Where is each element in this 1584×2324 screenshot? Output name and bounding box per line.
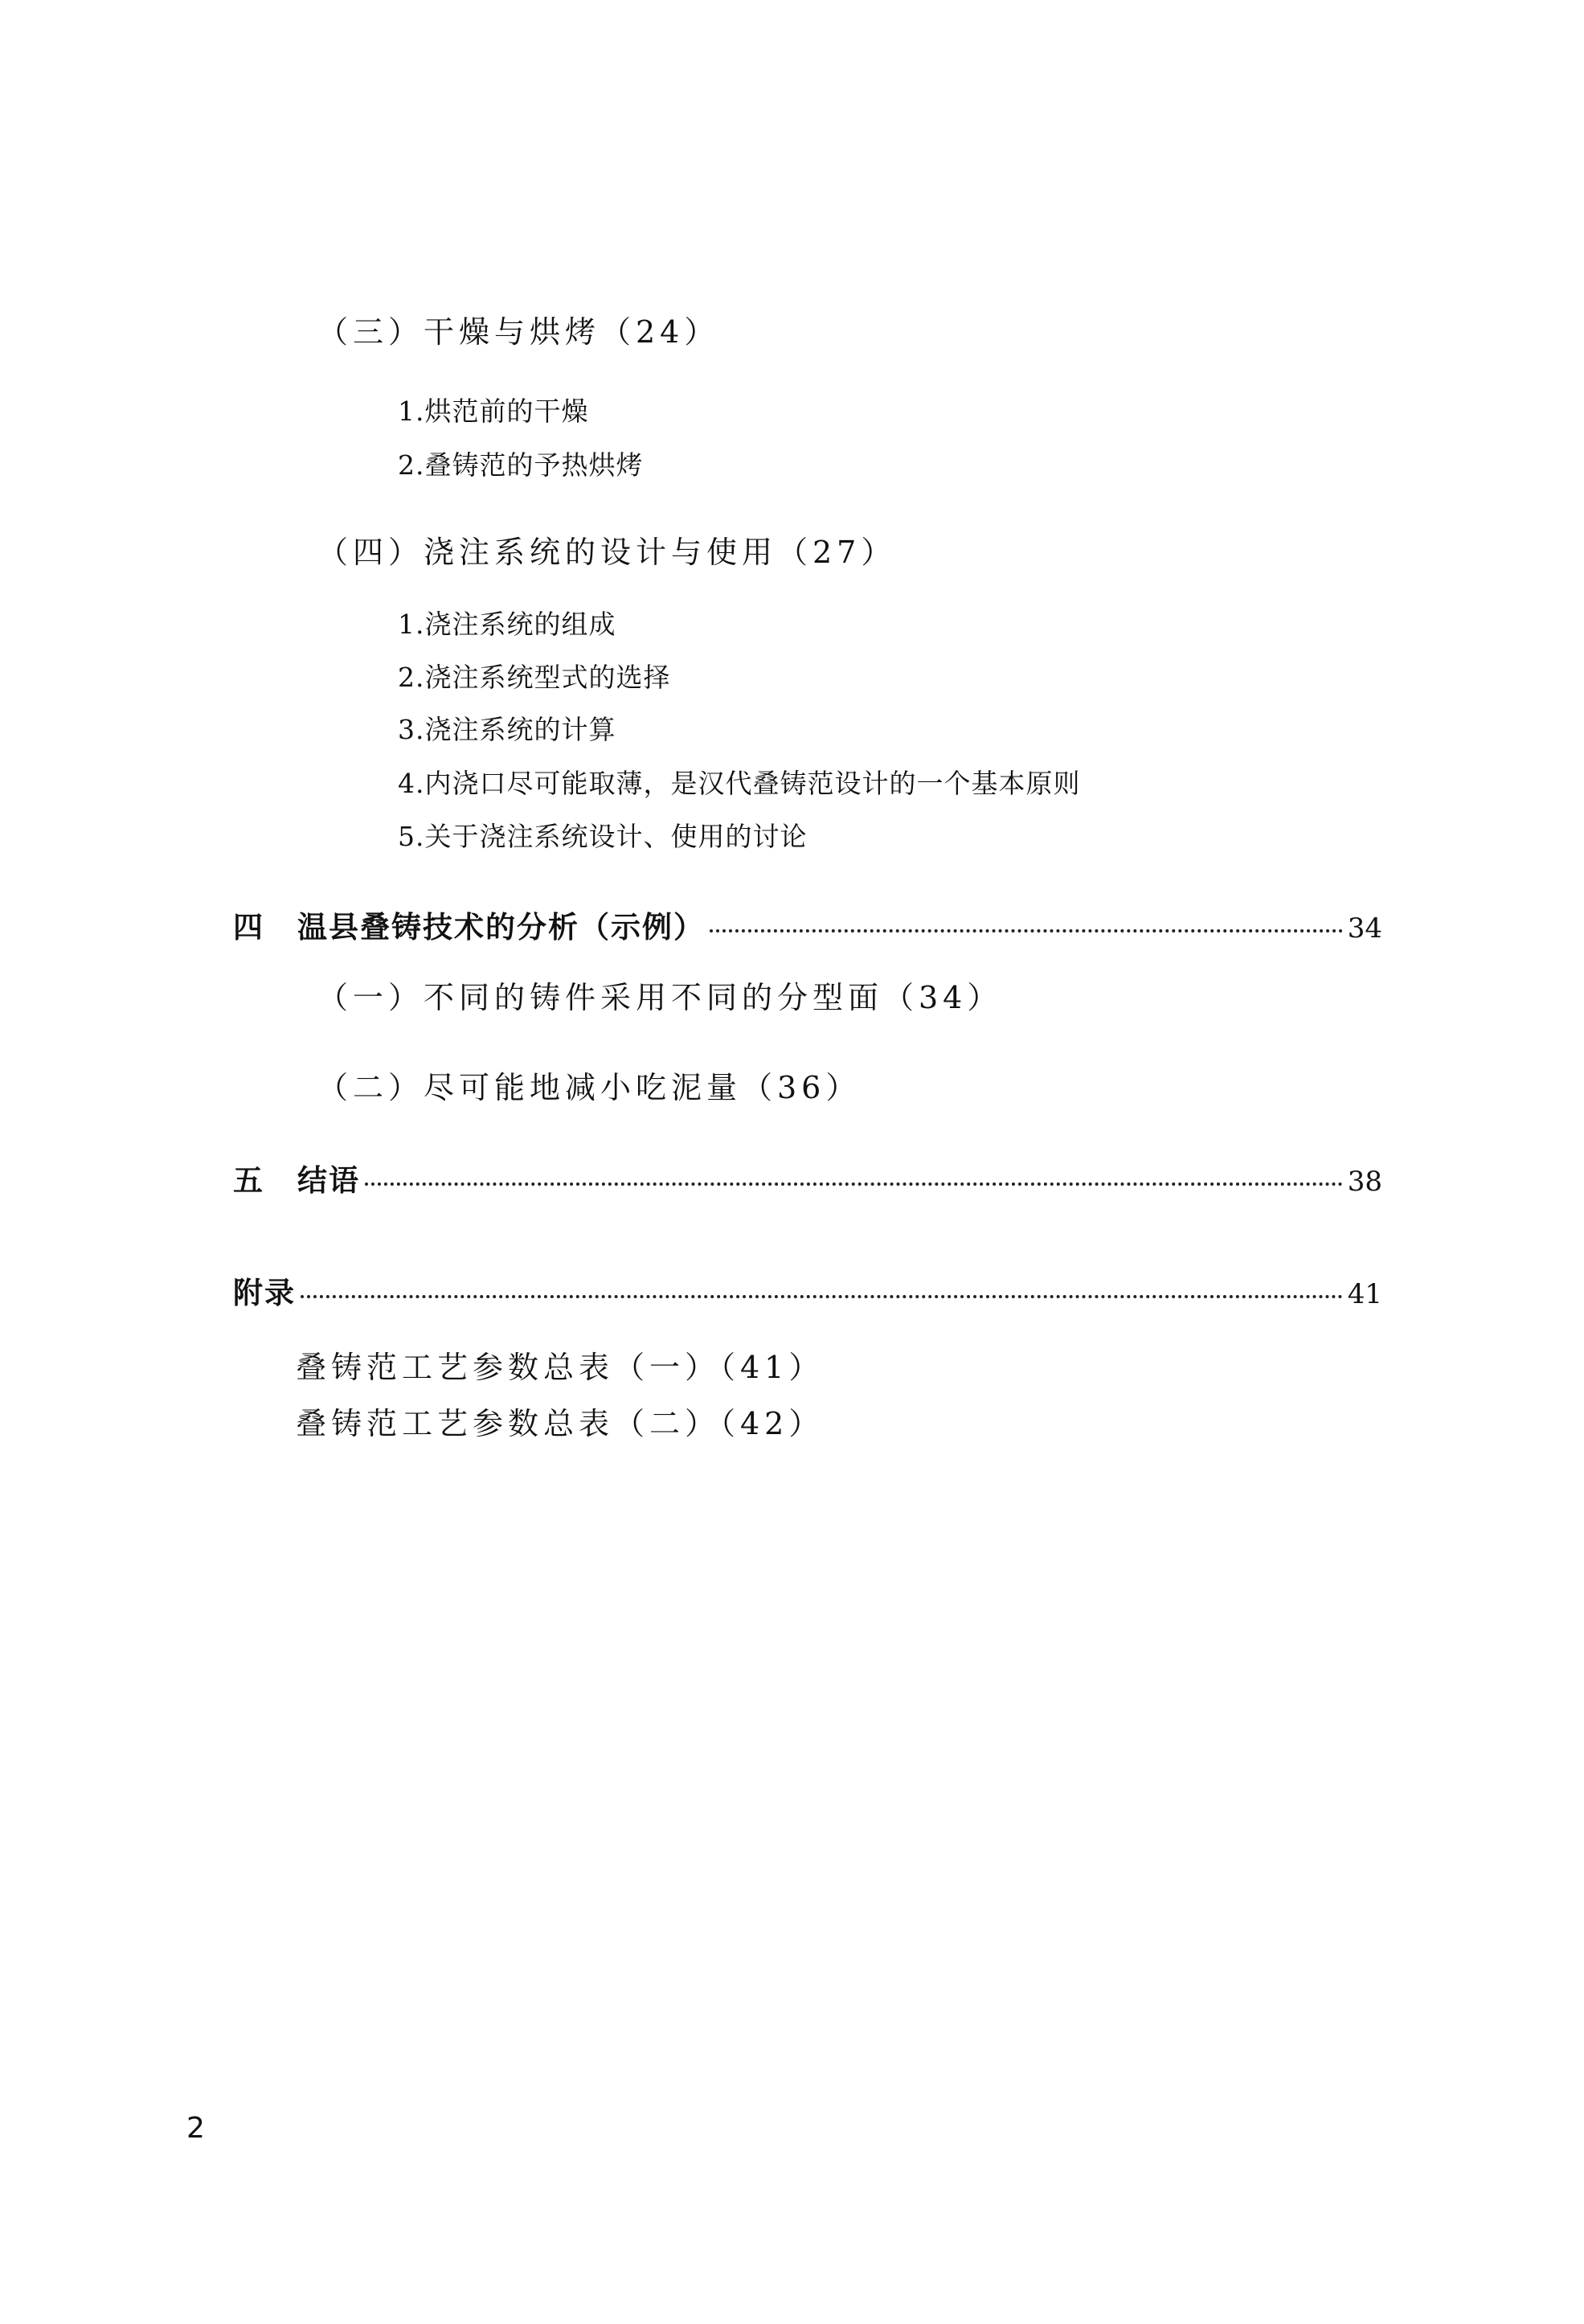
toc-item-3-4-4: 4.内浇口尽可能取薄，是汉代叠铸范设计的一个基本原则 — [398, 768, 1081, 799]
toc-leader-dots — [710, 929, 1343, 932]
toc-subsection-4-2: （二）尽可能地减小吃泥量（36） — [317, 1070, 862, 1105]
page-number: 2 — [186, 2112, 205, 2145]
toc-item-3-4-5: 5.关于浇注系统设计、使用的讨论 — [398, 821, 808, 852]
toc-chapter-5-title: 结语 — [297, 1162, 360, 1198]
toc-item-3-3-2: 2.叠铸范的予热烘烤 — [398, 449, 644, 481]
toc-appendix — [233, 1275, 1382, 1310]
toc-leader-dots — [301, 1295, 1343, 1298]
toc-subsection-3-3: （三）干燥与烘烤（24） — [317, 314, 720, 350]
toc-chapter-5 — [233, 1162, 1382, 1198]
toc-subsection-3-4: （四）浇注系统的设计与使用（27） — [317, 535, 897, 570]
toc-chapter-4 — [233, 909, 1382, 945]
toc-appendix-page: 41 — [1347, 1278, 1382, 1310]
toc-chapter-5-page: 38 — [1347, 1166, 1382, 1198]
toc-appendix-item-2: 叠铸范工艺参数总表（二）（42） — [296, 1406, 825, 1441]
toc-appendix-item-1: 叠铸范工艺参数总表（一）（41） — [296, 1350, 825, 1385]
toc-chapter-4-title: 温县叠铸技术的分析（示例） — [297, 909, 705, 945]
toc-item-3-4-3: 3.浇注系统的计算 — [398, 714, 616, 745]
toc-chapter-4-number: 四 — [233, 909, 263, 945]
toc-chapter-4-page: 34 — [1347, 912, 1382, 945]
toc-appendix-title: 附录 — [233, 1275, 296, 1310]
toc-item-3-3-1: 1.烘范前的干燥 — [398, 396, 589, 427]
toc-item-3-4-1: 1.浇注系统的组成 — [398, 609, 616, 640]
toc-subsection-4-1: （一）不同的铸件采用不同的分型面（34） — [317, 980, 1003, 1015]
toc-leader-dots — [365, 1182, 1343, 1186]
toc-chapter-5-number: 五 — [233, 1162, 263, 1198]
toc-item-3-4-2: 2.浇注系统型式的选择 — [398, 662, 671, 693]
